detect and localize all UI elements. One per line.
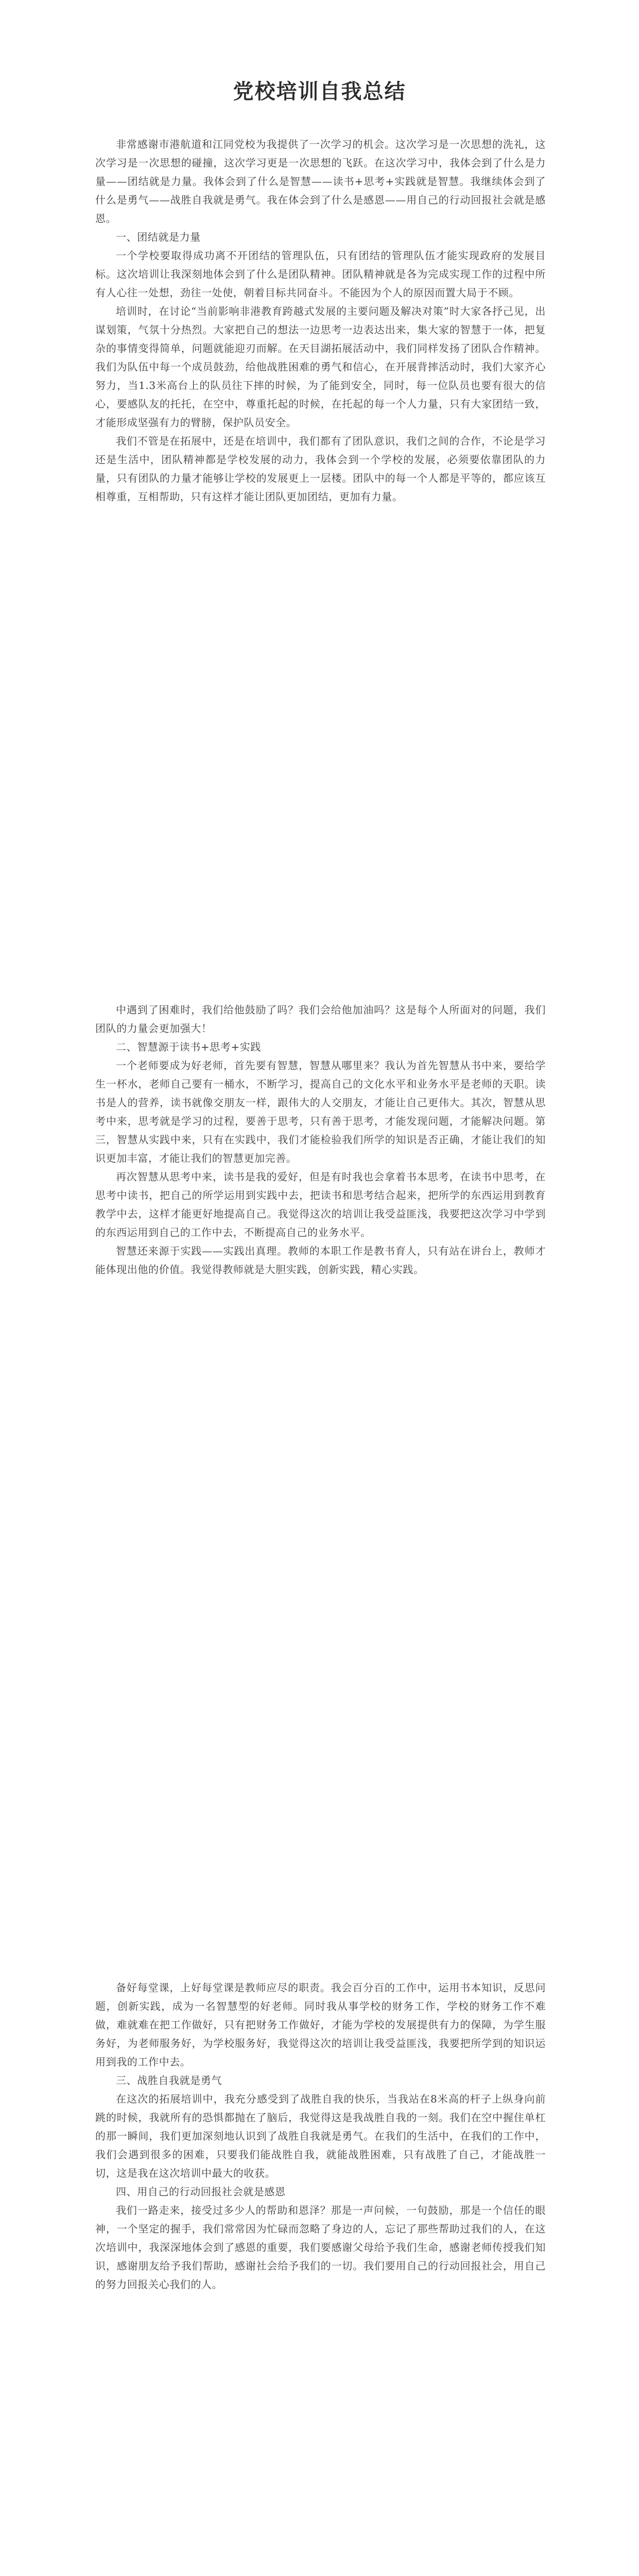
section-heading: 一、团结就是力量 (116, 231, 201, 243)
paragraph: 我们不管是在拓展中，还是在培训中，我们都有了团队意识，我们之间的合作，不论是学习还是生活中，团队精神都是学校发展的动力，我体会到一个学校的发展，必须要依靠团队的力量，只有团队的力量才能够让学校的发展更上一层楼。团队中的每一个人都是平等的，都应该互相尊重，互相帮助，只有这样才能让团队更加团结，更加有力量。 (95, 435, 546, 503)
section-heading: 二、智慧源于读书+思考+实践 (116, 1041, 261, 1053)
paragraph: 非常感谢市港航道和江同党校为我提供了一次学习的机会。这次学习是一次思想的洗礼，这次学习是一次思想的碰撞，这次学习更是一次思想的飞跃。在这次学习中，我体会到了什么是力量——团结就是力量。我体会到了什么是智慧——读书+思考+实践就是智慧。我继续体会到了什么是勇气——战胜自我就是勇气。我在体会到了什么是感恩——用自己的行动回报社会就是感恩。 (95, 138, 546, 225)
section-heading: 四、用自己的行动回报社会就是感恩 (116, 2185, 286, 2198)
paragraph: 在这次的拓展培训中，我充分感受到了战胜自我的快乐，当我站在8米高的杆子上纵身向前跳的时候，我就所有的恐惧都抛在了脑后，我觉得这是我战胜自我的一刻。我们在空中握住单杠的那一瞬间，我们更加深刻地认识到了战胜自我就是勇气。在我们的生活中，在我们的工作中，我们会遇到很多的困难，只要我们能战胜自我，就能战胜困难，只有战胜了自己，才能战胜一切，这是我在这次培训中最大的收获。 (95, 2093, 546, 2179)
text-block-3 (95, 1978, 546, 2294)
paragraph: 中遇到了困难时，我们给他鼓励了吗？我们会给他加油吗？这是每个人所面对的问题，我们团队的力量会更加强大！ (95, 1004, 546, 1035)
text-block-1 (95, 135, 546, 506)
paragraph: 再次智慧从思考中来，读书是我的爱好，但是有时我也会拿着书本思考，在读书中思考，在思考中读书，把自己的所学运用到实践中去，把读书和思考结合起来，把所学的东西运用到教育教学中去，这样才能更好地提高自己。我觉得这次的培训让我受益匪浅，我要把这次学习中学到的东西运用到自己的工作中去，不断提高自己的业务水平。 (95, 1171, 546, 1239)
paragraph: 备好每堂课，上好每堂课是教师应尽的职责。我会百分百的工作中，运用书本知识，反思问题，创新实践，成为一名智慧型的好老师。同时我从事学校的财务工作，学校的财务工作不难做，难就难在把工作做好，只有把财务工作做好，才能为学校的发展提供有力的保障，为学生服务好，为老师服务好，为学校服务好，我觉得这次的培训让我受益匪浅，我要把所学到的知识运用到我的工作中去。 (95, 1981, 546, 2068)
text-block-2 (95, 1001, 546, 1279)
paragraph: 一个学校要取得成功离不开团结的管理队伍，只有团结的管理队伍才能实现政府的发展目标。这次培训让我深刻地体会到了什么是团队精神。团队精神就是各为完成实现工作的过程中所有人心往一处想，劲往一处使，朝着目标共同奋斗。不能因为个人的原因而置大局于不顾。 (95, 249, 546, 299)
paragraph: 我们一路走来，接受过多少人的帮助和恩泽？那是一声问候，一句鼓励，那是一个信任的眼神，一个坚定的握手，我们常常因为忙碌而忽略了身边的人，忘记了那些帮助过我们的人，在这次培训中，我深深地体会到了感恩的重要，我们要感谢父母给予我们生命，感谢老师传授我们知识，感谢朋友给予我们帮助，感谢社会给予我们的一切。我们要用自己的行动回报社会，用自己的努力回报关心我们的人。 (95, 2204, 546, 2291)
paragraph: 智慧还来源于实践——实践出真理。教师的本职工作是教书育人，只有站在讲台上，教师才能体现出他的价值。我觉得教师就是大胆实践，创新实践，精心实践。 (95, 1245, 546, 1276)
document-title: 党校培训自我总结 (233, 79, 406, 104)
section-heading: 三、战胜自我就是勇气 (116, 2074, 222, 2087)
paragraph: 一个老师要成为好老师，首先要有智慧，智慧从哪里来？我认为首先智慧从书中来，要给学生一杯水，老师自己要有一桶水，不断学习，提高自己的文化水平和业务水平是老师的天职。读书是人的营养，读书就像交朋友一样，跟伟大的人交朋友，才能让自己更伟大。其次，智慧从思考中来，思考就是学习的过程，要善于思考，只有善于思考，才能发现问题，才能解决问题。第三，智慧从实践中来，只有在实践中，我们才能检验我们所学的知识是否正确，才能让我们的知识更加丰富，才能让我们的智慧更加完善。 (95, 1059, 546, 1164)
paragraph: 培训时，在讨论“当前影响非港教育跨越式发展的主要问题及解决对策”时大家各抒己见，出谋划策，气氛十分热烈。大家把自己的想法一边思考一边表达出来，集大家的智慧于一体，把复杂的事情变得简单，问题就能迎刃而解。在天目湖拓展活动中，我们同样发扬了团队合作精神。我们为队伍中每一个成员鼓劲，给他战胜困难的勇气和信心，在开展背摔活动时，我们大家齐心努力，当1.3米高台上的队员往下摔的时候，为了能到安全，同时，每一位队员也要有很大的信心，要感队友的托托，在空中，尊重托起的时候，在托起的每一个人力量，只有大家团结一致，才能形成坚强有力的臂膀，保护队员安全。 (95, 305, 546, 429)
